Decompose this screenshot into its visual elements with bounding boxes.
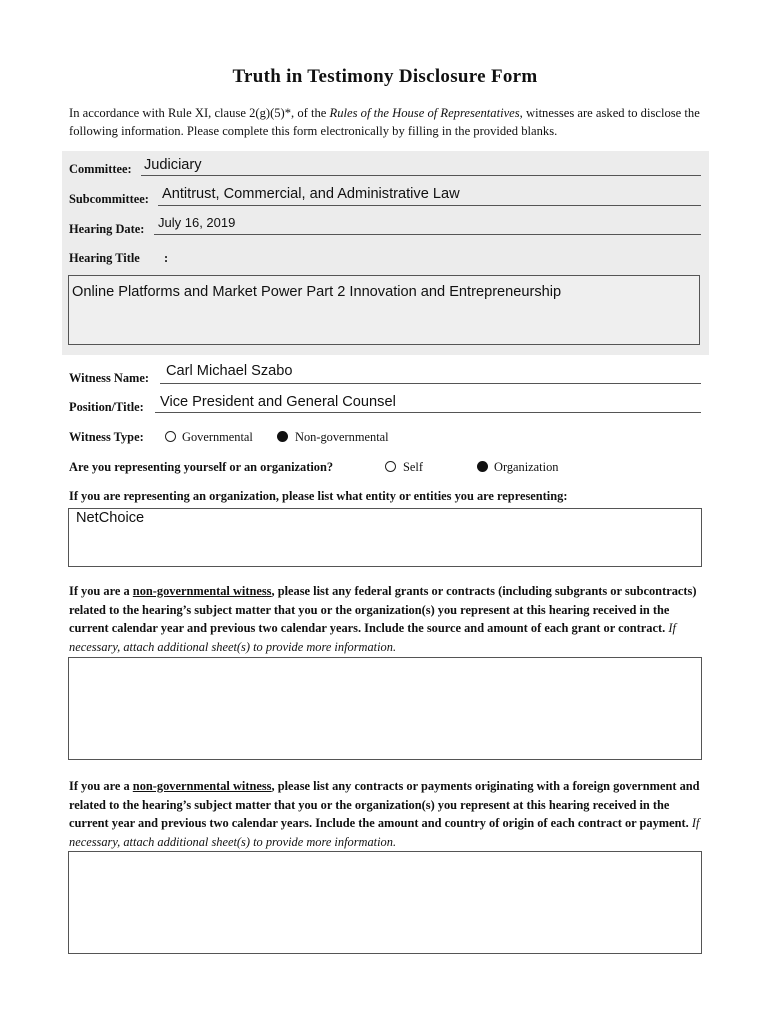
option-governmental-label: Governmental [182, 430, 253, 444]
committee-label: Committee: [69, 162, 132, 176]
option-non-governmental-label: Non-governmental [295, 430, 389, 444]
foreign-payments-field[interactable] [68, 851, 702, 954]
radio-self[interactable] [385, 461, 396, 472]
position-title-label: Position/Title: [69, 400, 144, 414]
hearing-title-value: Online Platforms and Market Power Part 2 Innovation and Entrepreneurship [72, 284, 562, 300]
grants-lead: If you are a [69, 584, 133, 598]
organization-prompt: If you are representing an organization, please list what entity or entities you are representing: [69, 489, 568, 503]
foreign-note: If necessary, attach additional sheet(s) to provide more information. [69, 816, 700, 849]
subcommittee-label: Subcommittee: [69, 192, 149, 206]
foreign-payments-prompt [69, 777, 709, 851]
hearing-date-label: Hearing Date: [69, 222, 145, 236]
radio-non-governmental[interactable] [277, 431, 288, 442]
grants-body: , please list any federal grants or contracts (including subgrants or subcontracts) related to the hearing’s subject matter that you or the organization(s) you represent at this hearing received in the current calendar year and previous two calendar years. Include the source and amount of each grant or contract. [69, 584, 697, 635]
radio-organization[interactable] [477, 461, 488, 472]
grants-note: If necessary, attach additional sheet(s) to provide more information. [69, 621, 676, 654]
position-title-field[interactable]: Vice President and General Counsel [160, 394, 396, 410]
subcommittee-field[interactable]: Antitrust, Commercial, and Administrative Law [162, 186, 460, 202]
foreign-lead: If you are a [69, 779, 133, 793]
representing-label: Are you representing yourself or an organization? [69, 460, 334, 474]
intro-rules-title: Rules of the House of Representatives [329, 106, 520, 120]
organization-field[interactable] [68, 508, 702, 567]
position-title-underline [155, 411, 701, 413]
organization-value: NetChoice [76, 510, 145, 526]
hearing-title-label: Hearing Title [69, 251, 140, 265]
subcommittee-underline [158, 204, 701, 206]
witness-name-underline [160, 382, 701, 384]
witness-name-field[interactable]: Carl Michael Szabo [166, 363, 293, 379]
witness-type-label: Witness Type: [69, 430, 144, 444]
form-title: Truth in Testimony Disclosure Form [232, 66, 538, 87]
option-organization-label: Organization [494, 460, 559, 474]
committee-underline [141, 174, 701, 176]
foreign-body: , please list any contracts or payments originating with a foreign government and related to the hearing’s subject matter that you or the organization(s) you represent at this hearing received in the current year and previous two calendar years. Include the amount and country of origin of each contract or payment. [69, 779, 700, 830]
option-self-label: Self [403, 460, 423, 474]
grants-prompt [69, 582, 709, 656]
hearing-date-underline [154, 233, 701, 235]
grants-field[interactable] [68, 657, 702, 760]
hearing-title-colon: : [164, 251, 169, 265]
committee-field[interactable]: Judiciary [144, 157, 202, 173]
intro-text-end: , witnesses are asked to disclose the following information. Please complete this form electronically by filling in the provided blanks. [69, 106, 700, 138]
hearing-date-field[interactable]: July 16, 2019 [158, 215, 236, 230]
grants-underlined: non-governmental witness [132, 584, 272, 598]
intro-paragraph [69, 104, 719, 140]
radio-governmental[interactable] [165, 431, 176, 442]
foreign-underlined: non-governmental witness [132, 779, 272, 793]
intro-text-start: In accordance with Rule XI, clause 2(g)(5)*, of the [69, 106, 330, 120]
witness-name-label: Witness Name: [69, 371, 149, 385]
